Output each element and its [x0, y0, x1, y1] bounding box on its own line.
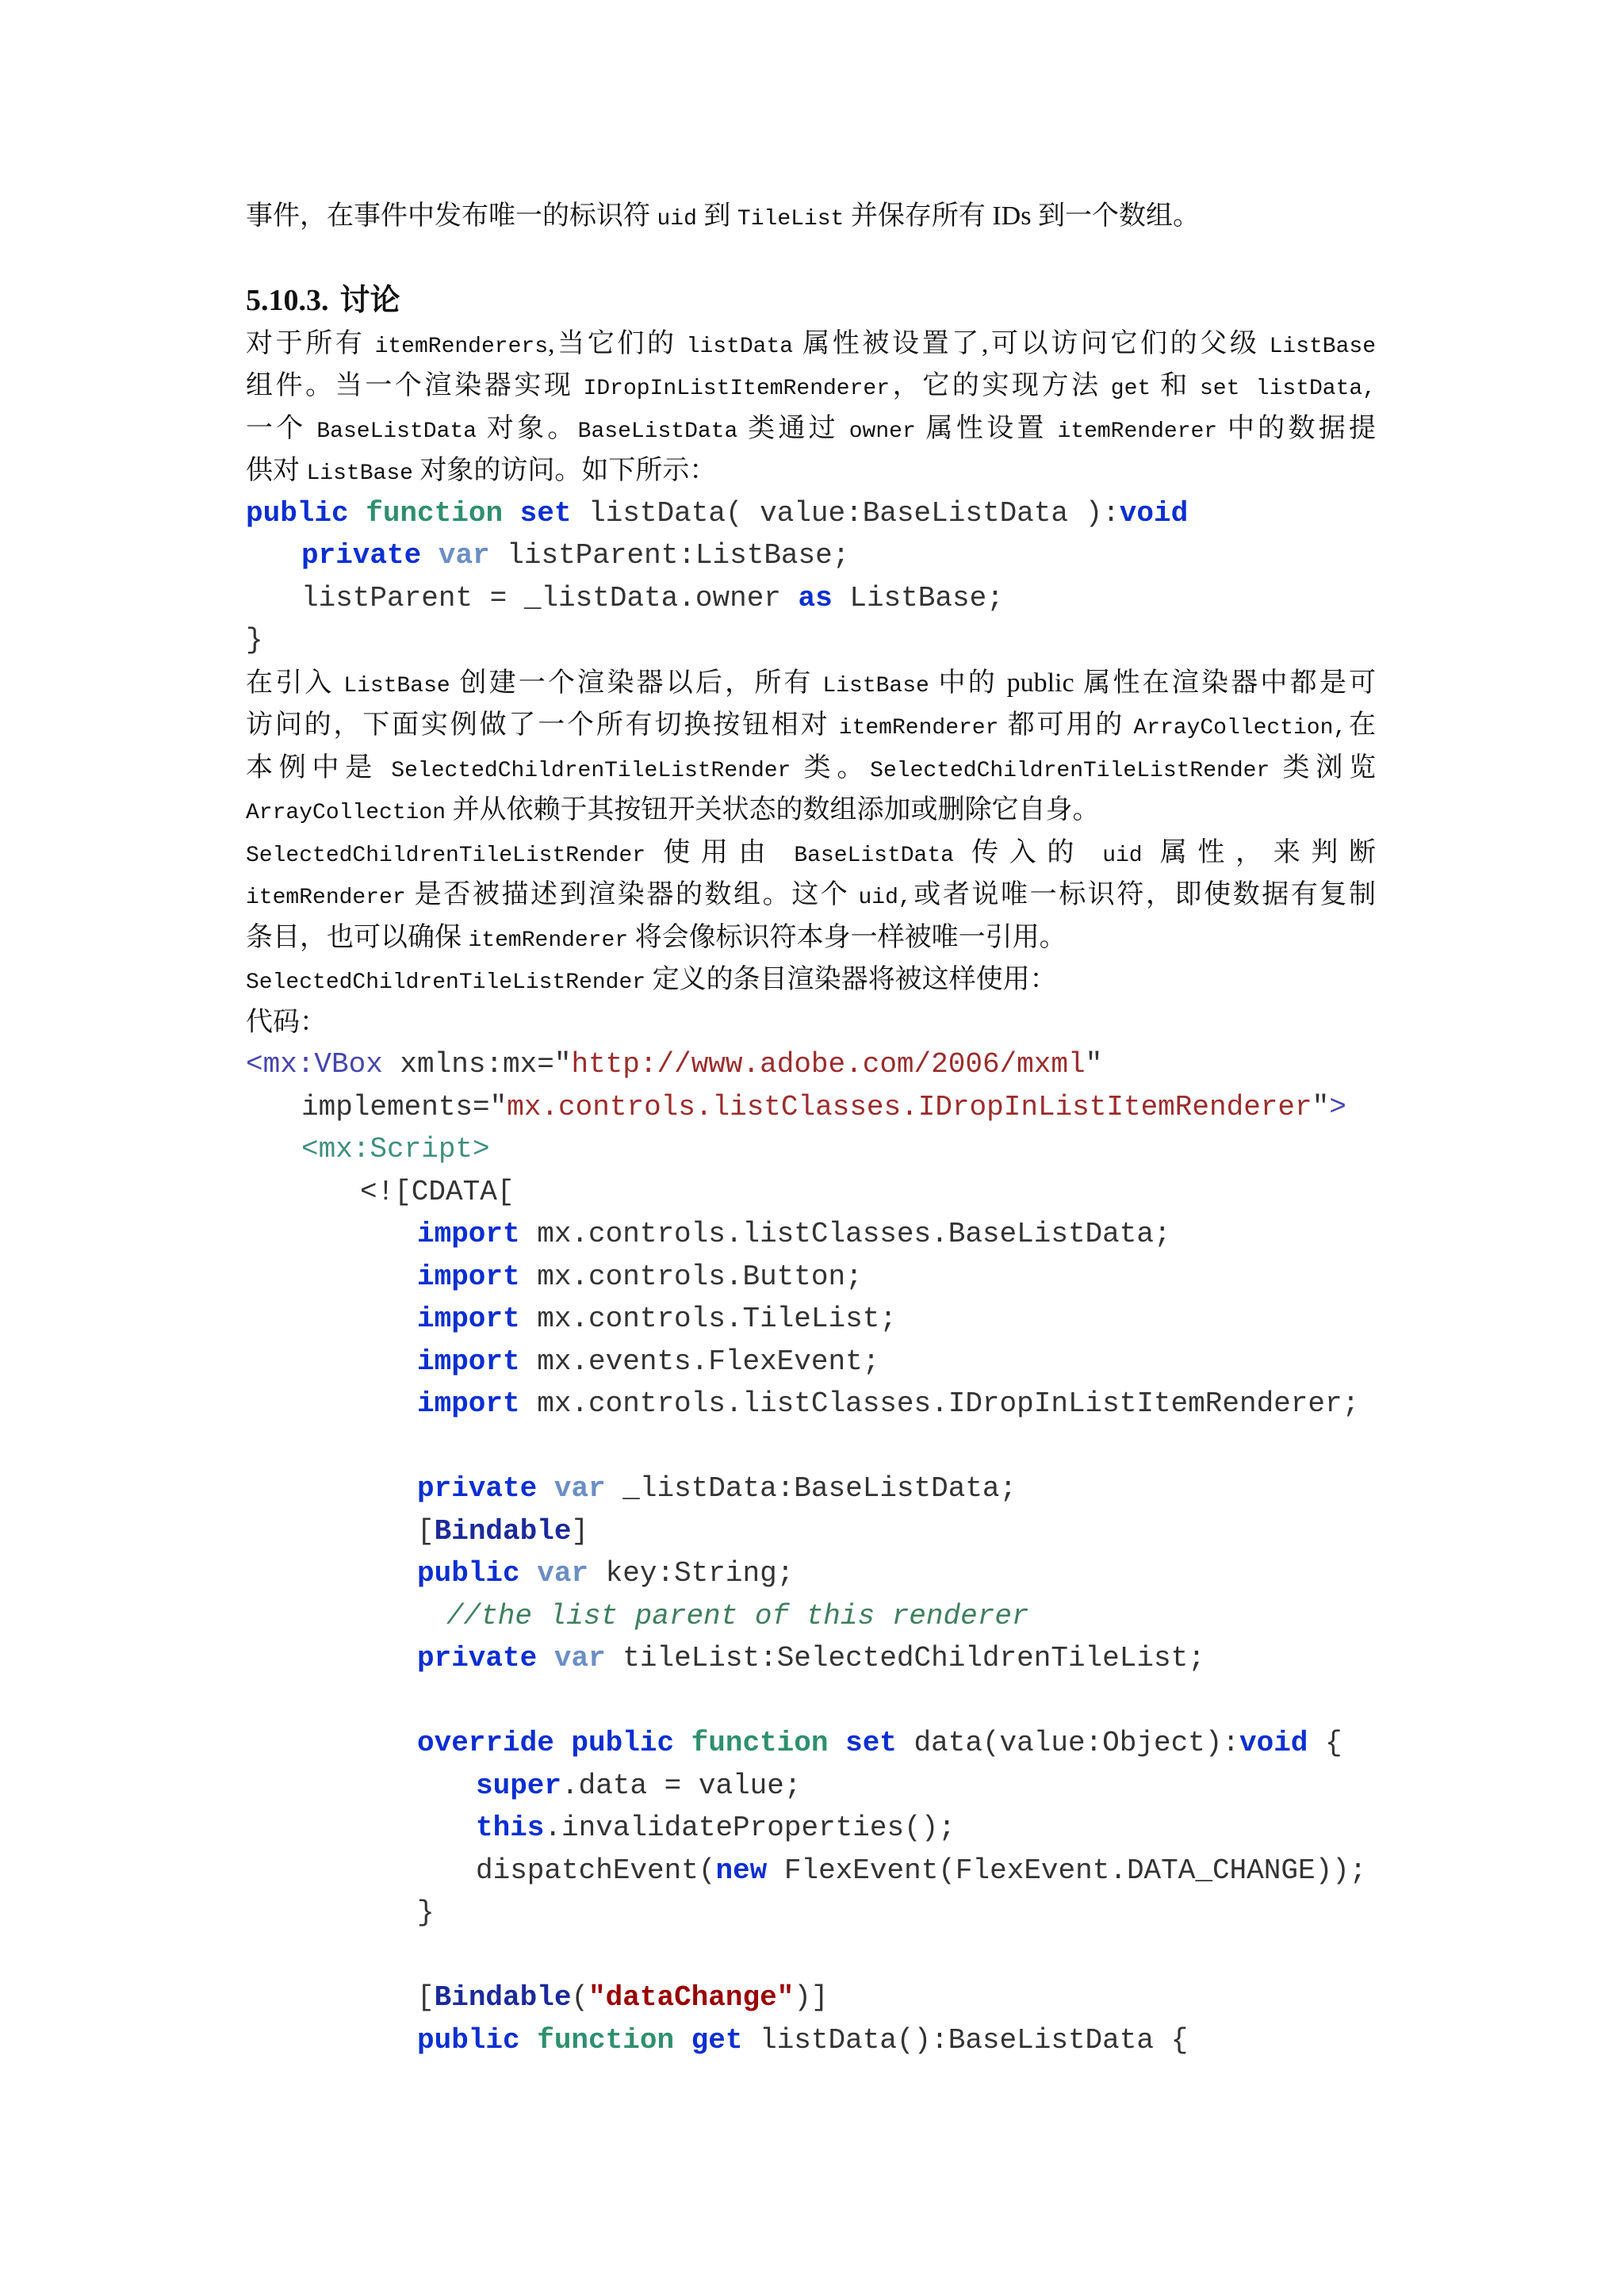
code-keyword: public — [417, 1557, 520, 1590]
inline-code: itemRenderers — [374, 334, 548, 359]
inline-code: get — [1110, 377, 1151, 401]
code-keyword: import — [417, 1345, 520, 1378]
blank-line — [246, 1680, 1376, 1723]
mxml-tag: <mx:VBox — [246, 1048, 383, 1081]
mxml-tag: <mx:Script> — [301, 1133, 490, 1165]
inline-code: BaseListData — [316, 419, 477, 444]
code-line — [246, 1976, 1376, 2019]
code-text: data(value:Object): — [896, 1727, 1239, 1759]
text-run: 都可用的 — [998, 710, 1134, 740]
code-string: "dataChange" — [588, 1981, 795, 2014]
text-run: 类浏览 — [1270, 752, 1377, 783]
code-line — [246, 1128, 1376, 1171]
section-number: 5.10.3. — [246, 284, 329, 317]
code-line — [246, 1552, 1376, 1595]
text-run: 或者说唯一标识符，即使数据有复制 — [911, 880, 1376, 909]
text-run: 属性设置 — [915, 413, 1058, 443]
text-run: 对于所有 — [246, 328, 375, 358]
paragraph-line — [246, 662, 1376, 705]
text-run: 对象。 — [477, 413, 578, 443]
text-run: 在 — [1346, 710, 1377, 740]
code-keyword: public — [246, 496, 349, 530]
text-run: 并从依赖于其按钮开关状态的数组添加或删除它自身。 — [446, 795, 1100, 825]
code-keyword: this — [476, 1812, 545, 1844]
code-line — [246, 1722, 1376, 1765]
text-run: 使用由 — [645, 837, 795, 867]
text-run: 将会像标识符本身一样被唯一引用。 — [628, 922, 1067, 952]
inline-code: ListBase — [306, 461, 413, 486]
code-text: } — [246, 624, 263, 656]
inline-code: listData — [686, 334, 794, 359]
inline-code: set listData, — [1199, 377, 1377, 401]
code-keyword: var — [421, 539, 490, 572]
section-heading — [246, 280, 1376, 323]
inline-code: ListBase — [822, 673, 929, 698]
code-text: .data = value; — [561, 1769, 802, 1802]
code-text: " — [1085, 1048, 1103, 1081]
inline-code: ArrayCollection, — [1133, 716, 1347, 740]
inline-code: ListBase — [343, 673, 450, 698]
code-keyword: import — [417, 1387, 520, 1420]
paragraph-line — [246, 747, 1376, 790]
text-run: 代码： — [246, 1007, 327, 1037]
paragraph-line — [246, 959, 1376, 1001]
inline-code: SelectedChildrenTileListRender — [391, 758, 791, 783]
code-keyword: super — [476, 1769, 562, 1802]
code-line — [246, 1298, 1376, 1341]
code-keyword: var — [537, 1642, 606, 1674]
code-line — [246, 1637, 1376, 1680]
code-line — [246, 1086, 1376, 1129]
code-text: listData( value:BaseListData ): — [571, 496, 1120, 530]
code-text: } — [417, 1896, 435, 1929]
paragraph-line — [246, 323, 1376, 365]
text-run: 定义的条目渲染器将被这样使用： — [645, 965, 1057, 994]
code-line — [246, 1383, 1376, 1425]
inline-code: owner — [848, 419, 916, 444]
text-run: 一个 — [246, 413, 317, 443]
mxml-attribute-value: http://www.adobe.com/2006/mxml — [571, 1048, 1086, 1081]
text-run: 中的数据提 — [1217, 413, 1377, 443]
code-line — [246, 1850, 1376, 1892]
code-keyword: public — [417, 2023, 520, 2057]
text-run: 是否被描述到渲染器的数组。这个 — [405, 880, 859, 909]
code-text: listData():BaseListData { — [742, 2023, 1189, 2057]
code-line — [246, 1213, 1376, 1256]
code-line — [246, 1892, 1376, 1934]
code-keyword: function — [348, 496, 504, 530]
code-keyword: set — [503, 496, 572, 530]
code-line — [246, 577, 1376, 620]
intro-line — [246, 195, 1376, 238]
code-text: .invalidateProperties(); — [544, 1812, 956, 1844]
code-keyword: public — [553, 1727, 675, 1759]
code-keyword: override — [417, 1727, 554, 1759]
inline-code: itemRenderer — [838, 716, 999, 740]
text-run: 事件，在事件中发布唯一的标识符 — [246, 201, 657, 231]
code-line — [246, 2019, 1376, 2062]
text-run: 类通过 — [737, 413, 849, 443]
code-keyword: import — [417, 1260, 520, 1293]
code-text: dispatchEvent( — [476, 1854, 716, 1887]
mxml-attribute-value: mx.controls.listClasses.IDropInListItemRenderer — [507, 1090, 1312, 1123]
code-text: " — [1312, 1090, 1330, 1123]
code-metadata: Bindable — [434, 1514, 572, 1548]
text-run: 和 — [1151, 371, 1200, 400]
code-text: )] — [794, 1981, 829, 2014]
text-run: 条目，也可以确保 — [246, 922, 469, 952]
text-run: 并保存所有 IDs 到一个数组。 — [844, 201, 1200, 231]
code-comment: //the list parent of this renderer — [446, 1599, 1029, 1632]
text-run: 在引入 — [246, 668, 344, 698]
paragraph-line — [246, 874, 1376, 916]
code-text: mx.events.FlexEvent; — [519, 1345, 880, 1378]
code-text: listParent = _listData.owner — [301, 581, 799, 614]
text-run: 属性被设置了,可以访问它们的父级 — [793, 328, 1270, 358]
code-text: _listData:BaseListData; — [605, 1472, 1017, 1505]
inline-code: SelectedChildrenTileListRender — [870, 758, 1270, 783]
code-keyword: var — [537, 1472, 606, 1505]
code-text: mx.controls.listClasses.BaseListData; — [519, 1218, 1171, 1250]
text-run: 供对 — [246, 456, 307, 485]
section-title: 讨论 — [339, 284, 400, 317]
code-text: mx.controls.Button; — [519, 1260, 863, 1293]
code-keyword: get — [674, 2023, 743, 2057]
code-line — [246, 1595, 1376, 1638]
code-keyword: import — [417, 1303, 520, 1335]
inline-code: SelectedChildrenTileListRender — [246, 970, 646, 995]
code-line — [246, 492, 1376, 535]
code-text: [ — [417, 1981, 435, 2014]
code-text: ( — [571, 1981, 589, 2014]
code-text: { — [1308, 1727, 1342, 1759]
code-keyword: void — [1119, 496, 1189, 530]
code-line — [246, 534, 1376, 577]
code-text: xmlns:mx=" — [382, 1048, 572, 1081]
code-line — [246, 619, 1376, 662]
code-line — [246, 1510, 1376, 1553]
text-run: 创建一个渲染器以后，所有 — [450, 668, 823, 698]
text-run: 到 — [696, 201, 737, 231]
inline-code: IDropInListItemRenderer — [583, 377, 891, 401]
text-run: 类。 — [791, 752, 871, 783]
text-run: ,当它们的 — [548, 328, 687, 358]
code-keyword: var — [519, 1557, 589, 1590]
inline-code: ListBase — [1269, 334, 1377, 359]
code-text: listParent:ListBase; — [489, 539, 850, 572]
inline-code: BaseListData — [794, 843, 954, 868]
paragraph-line — [246, 704, 1376, 747]
paragraph-line — [246, 916, 1376, 959]
page-content — [246, 195, 1376, 2061]
text-run: 访问的，下面实例做了一个所有切换按钮相对 — [246, 710, 839, 740]
code-line — [246, 1765, 1376, 1808]
text-run: 本例中是 — [246, 752, 392, 783]
code-line — [246, 1256, 1376, 1299]
code-metadata: Bindable — [434, 1981, 572, 2014]
code-text: mx.controls.TileList; — [519, 1303, 897, 1335]
paragraph-line — [246, 789, 1376, 832]
text-run: 属性，来判断 — [1142, 837, 1377, 867]
code-keyword: private — [417, 1642, 538, 1674]
code-keyword: set — [828, 1727, 897, 1759]
text-run: 中的 public 属性在渲染器中都是可 — [929, 668, 1377, 698]
text-run: 传入的 — [953, 837, 1103, 867]
inline-code: itemRenderer — [468, 928, 629, 953]
code-text: <![CDATA[ — [360, 1175, 515, 1208]
inline-code: itemRenderer — [1057, 419, 1218, 444]
blank-line — [246, 1425, 1376, 1468]
inline-code: uid, — [858, 886, 912, 910]
code-keyword: void — [1239, 1727, 1308, 1759]
mxml-tag: > — [1329, 1090, 1346, 1123]
code-line — [246, 1807, 1376, 1850]
paragraph-line — [246, 832, 1376, 874]
code-keyword: new — [715, 1854, 768, 1887]
code-keyword: private — [301, 539, 422, 572]
text-run: 组件。当一个渲染器实现 — [246, 371, 584, 400]
code-text: ] — [571, 1514, 589, 1548]
code-keyword: import — [417, 1218, 520, 1250]
paragraph-line — [246, 365, 1376, 408]
inline-code: uid — [1102, 843, 1143, 868]
inline-code: BaseListData — [577, 419, 738, 444]
code-keyword: function — [519, 2023, 675, 2057]
code-keyword: function — [674, 1727, 829, 1759]
code-keyword: as — [798, 581, 833, 614]
code-text: tileList:SelectedChildrenTileList; — [605, 1642, 1205, 1674]
code-line — [246, 1171, 1376, 1214]
code-line — [246, 1468, 1376, 1510]
code-line — [246, 1043, 1376, 1086]
blank-line — [246, 1934, 1376, 1977]
inline-code: SelectedChildrenTileListRender — [246, 843, 646, 868]
paragraph-line — [246, 408, 1376, 450]
code-text: mx.controls.listClasses.IDropInListItemRenderer; — [519, 1387, 1360, 1420]
code-text: ListBase; — [832, 581, 1004, 614]
blank-line — [246, 238, 1376, 281]
code-text: key:String; — [588, 1557, 795, 1590]
code-line — [246, 1341, 1376, 1383]
code-label — [246, 1001, 1376, 1044]
code-keyword: private — [417, 1472, 538, 1505]
paragraph-line — [246, 450, 1376, 492]
code-text: implements=" — [301, 1090, 508, 1123]
code-text: FlexEvent(FlexEvent.DATA_CHANGE)); — [767, 1854, 1367, 1887]
text-run: ，它的实现方法 — [890, 371, 1111, 400]
inline-code: itemRenderer — [246, 886, 406, 910]
code-text: [ — [417, 1514, 435, 1548]
inline-code: uid — [657, 207, 697, 232]
inline-code: ArrayCollection — [246, 801, 446, 825]
inline-code: TileList — [737, 207, 845, 232]
text-run: 对象的访问。如下所示： — [412, 456, 717, 485]
